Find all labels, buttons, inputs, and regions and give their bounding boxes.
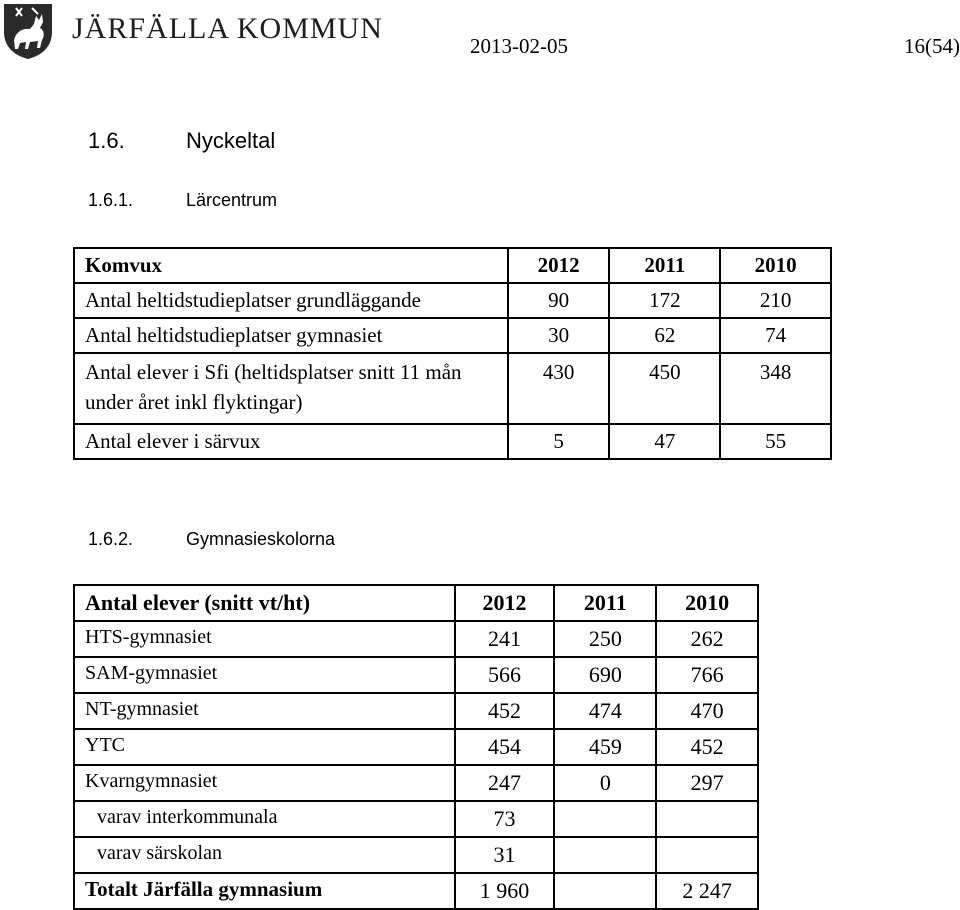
table-cell: 262 [656, 621, 758, 657]
table-cell: 250 [554, 621, 656, 657]
table-cell: 73 [455, 801, 555, 837]
table-cell [554, 873, 656, 909]
table-cell: Totalt Järfälla gymnasium [74, 873, 455, 909]
table-header-row [74, 248, 831, 283]
table-cell: Antal heltidstudieplatser gymnasiet [74, 318, 508, 353]
table-cell: NT-gymnasiet [74, 693, 455, 729]
table-row [74, 318, 831, 353]
table-cell: varav särskolan [74, 837, 455, 873]
table-cell: Kvarngymnasiet [74, 765, 455, 801]
table-cell: 430 [508, 353, 610, 424]
table-cell: 690 [554, 657, 656, 693]
table-row [74, 283, 831, 318]
table-cell: 566 [455, 657, 555, 693]
table-cell [656, 837, 758, 873]
section-number: 1.6. [88, 128, 125, 153]
table-row [74, 657, 758, 693]
table-row [74, 729, 758, 765]
table-cell: Antal elever i Sfi (heltidsplatser snitt 11 mån under året inkl flyktingar) [74, 353, 508, 424]
table-cell: YTC [74, 729, 455, 765]
table-cell: SAM-gymnasiet [74, 657, 455, 693]
table-cell [554, 801, 656, 837]
table-cell: varav interkommunala [74, 801, 455, 837]
table-cell: 452 [455, 693, 555, 729]
table-cell: 2 247 [656, 873, 758, 909]
table-cell: 459 [554, 729, 656, 765]
table-cell: 31 [455, 837, 555, 873]
table-cell [554, 837, 656, 873]
table-cell: 450 [609, 353, 720, 424]
table-cell: 452 [656, 729, 758, 765]
subsection-number: 1.6.1. [88, 190, 134, 210]
table-cell: 55 [720, 424, 831, 459]
table-header-cell: Komvux [74, 248, 508, 283]
org-name: JÄRFÄLLA KOMMUN [72, 12, 383, 45]
table-cell: 454 [455, 729, 555, 765]
table-row [74, 353, 831, 424]
table-row [74, 693, 758, 729]
document-date: 2013-02-05 [470, 34, 568, 58]
table-cell: 172 [609, 283, 720, 318]
table-header-cell: 2011 [609, 248, 720, 283]
section-title: Nyckeltal [186, 128, 276, 153]
table-total-row [74, 873, 758, 909]
table-cell: 90 [508, 283, 610, 318]
table-header-cell: 2011 [554, 585, 656, 621]
table-header-cell: Antal elever (snitt vt/ht) [74, 585, 455, 621]
table-cell: 5 [508, 424, 610, 459]
table-cell: 247 [455, 765, 555, 801]
table-row [74, 621, 758, 657]
table-header-cell: 2010 [656, 585, 758, 621]
page-number: 16(54) [904, 34, 960, 58]
table-cell [656, 801, 758, 837]
table-cell: 241 [455, 621, 555, 657]
table-cell: 474 [554, 693, 656, 729]
table-cell: Antal heltidstudieplatser grundläggande [74, 283, 508, 318]
table-row [74, 837, 758, 873]
table-cell: 0 [554, 765, 656, 801]
table-cell: 30 [508, 318, 610, 353]
table-cell: 1 960 [455, 873, 555, 909]
table-cell: 210 [720, 283, 831, 318]
table-cell: 74 [720, 318, 831, 353]
table-row [74, 801, 758, 837]
table-cell: 62 [609, 318, 720, 353]
komvux-table [73, 247, 832, 460]
coat-of-arms-logo [2, 2, 54, 60]
subsection-number: 1.6.2. [88, 529, 134, 549]
table-row [74, 765, 758, 801]
table-cell: 766 [656, 657, 758, 693]
table-cell: 470 [656, 693, 758, 729]
subsection-title: Gymnasieskolorna [186, 529, 336, 549]
table-cell: 47 [609, 424, 720, 459]
table-row [74, 424, 831, 459]
gymnasium-table [73, 584, 759, 910]
table-cell: 297 [656, 765, 758, 801]
subsection-title: Lärcentrum [186, 190, 278, 210]
table-header-cell: 2012 [455, 585, 555, 621]
table-cell: HTS-gymnasiet [74, 621, 455, 657]
table-header-cell: 2010 [720, 248, 831, 283]
table-cell: Antal elever i särvux [74, 424, 508, 459]
table-header-cell: 2012 [508, 248, 610, 283]
table-header-row [74, 585, 758, 621]
table-cell: 348 [720, 353, 831, 424]
